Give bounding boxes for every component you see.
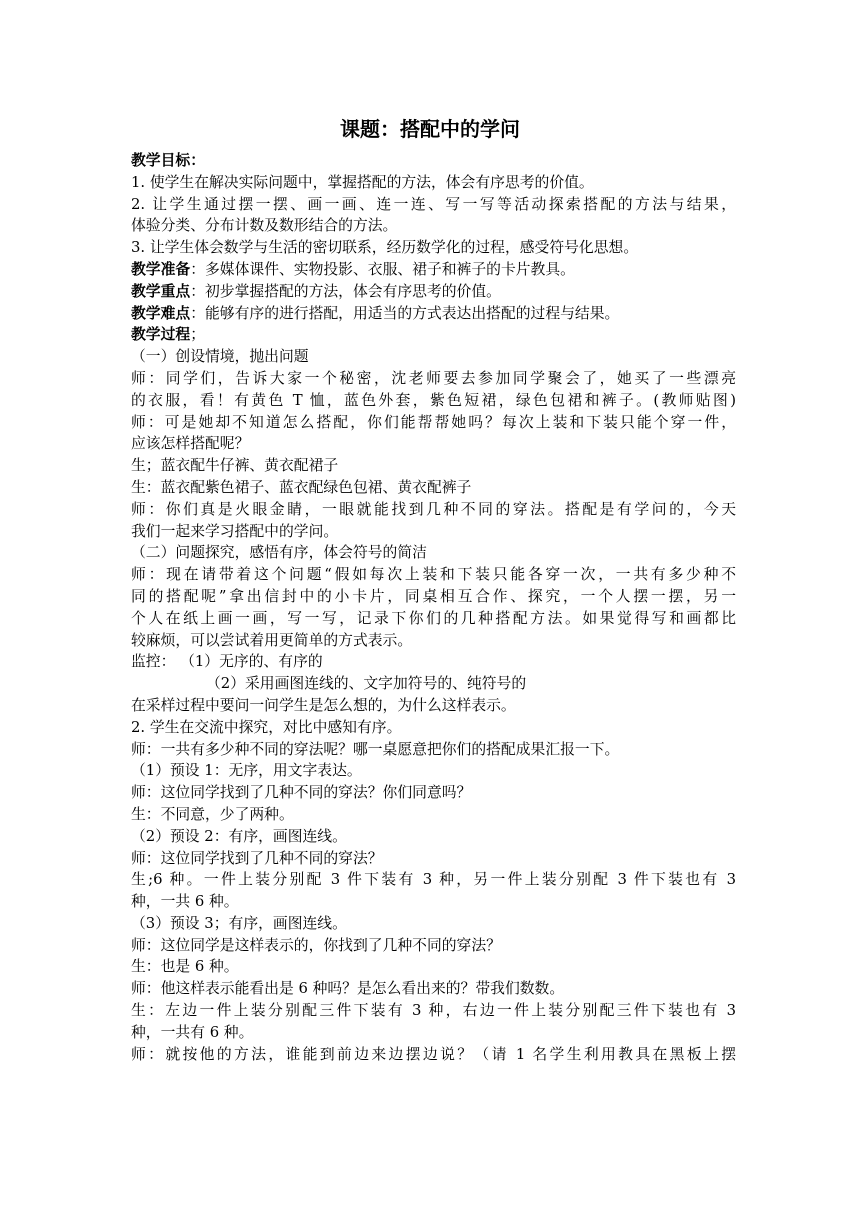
line-text: 生：也是 6 种。 [131, 958, 239, 976]
text-line [131, 935, 736, 957]
line-text: 2. 让学生通过摆一摆、画一画、连一连、写一写等活动探索搭配的方法与结果， [131, 195, 736, 213]
text-line [131, 237, 736, 259]
line-text: 生：不同意，少了两种。 [131, 805, 294, 823]
line-text: 生：左边一件上装分别配三件下装有 3 种，右边一件上装分别配三件下装也有 3 [131, 1002, 736, 1020]
text-line [131, 826, 736, 848]
line-text: 种，一共有 6 种。 [131, 1023, 254, 1041]
text-line [131, 390, 736, 412]
text-line [131, 499, 736, 521]
text-line [131, 412, 736, 434]
line-text: 生：蓝衣配紫色裙子、蓝衣配绿色包裙、黄衣配裤子 [131, 478, 472, 496]
line-text: 2. 学生在交流中探究，对比中感知有序。 [131, 718, 402, 736]
section-heading: 教学难点 [131, 304, 191, 322]
text-line [131, 455, 736, 477]
line-text: （二）问题探究，感悟有序，体会符号的简洁 [131, 544, 427, 562]
line-text: 生；蓝衣配牛仔裤、黄衣配裙子 [131, 457, 339, 475]
line-text: 师：一共有多少种不同的穿法呢？哪一桌愿意把你们的搭配成果汇报一下。 [131, 740, 620, 758]
section-heading: 教学过程 [131, 326, 191, 344]
line-text: 生;6 种。一件上装分别配 3 件下装有 3 种，另一件上装分别配 3 件下装也有 3 [131, 871, 736, 889]
text-line [131, 564, 736, 586]
line-text: ； [190, 326, 206, 344]
text-line [131, 477, 736, 499]
text-line [131, 281, 736, 303]
line-text: 3. 让学生体会数学与生活的密切联系，经历数学化的过程，感受符号化思想。 [131, 239, 639, 257]
text-line [131, 1022, 736, 1044]
section-heading: 教学准备 [131, 260, 191, 278]
line-text: 同的搭配呢”拿出信封中的小卡片，同桌相互合作、探究，一个人摆一摆，另一 [131, 587, 736, 605]
text-line [131, 1000, 736, 1022]
line-text: 师：这位同学找到了几种不同的穿法？ [131, 849, 383, 867]
text-line [131, 172, 736, 194]
text-line [131, 630, 736, 652]
text-line [131, 542, 736, 564]
text-line [131, 433, 736, 455]
section-heading: 教学目标： [131, 152, 205, 169]
text-line [131, 324, 736, 346]
line-text: ：能够有序的进行搭配，用适当的方式表达出搭配的过程与结果。 [190, 304, 620, 322]
text-line [131, 259, 736, 281]
line-text: 师：这位同学是这样表示的，你找到了几种不同的穿法？ [131, 936, 501, 954]
text-line [131, 848, 736, 870]
line-text: （2）预设 2：有序，画图连线。 [131, 827, 347, 845]
text-line [131, 651, 736, 673]
text-line [131, 891, 736, 913]
line-text: 种，一共 6 种。 [131, 893, 239, 911]
text-line [131, 673, 736, 695]
text-line [131, 978, 736, 1000]
line-text: 师：这位同学找到了几种不同的穿法？你们同意吗？ [131, 784, 472, 802]
line-text: 个人在纸上画一画，写一写，记录下你们的几种搭配方法。如果觉得写和画都比 [131, 609, 736, 627]
line-text: 在采样过程中要问一问学生是怎么想的，为什么这样表示。 [131, 696, 516, 714]
section-heading: 教学重点 [131, 282, 191, 300]
line-text: 体验分类、分布计数及数形结合的方法。 [131, 217, 398, 235]
text-line [131, 1044, 736, 1066]
line-text: 师：就按他的方法，谁能到前边来边摆边说？（请 1 名学生利用教具在黑板上摆 [131, 1045, 736, 1063]
text-line [131, 150, 736, 172]
line-text: 师：可是她却不知道怎么搭配，你们能帮帮她吗？每次上装和下装只能个穿一件， [131, 413, 736, 431]
line-text: （1）预设 1：无序，用文字表达。 [131, 762, 362, 780]
text-line [131, 608, 736, 630]
line-text: 师：同学们，告诉大家一个秘密，沈老师要去参加同学聚会了，她买了一些漂亮 [131, 369, 736, 387]
text-line [131, 913, 736, 935]
text-line [131, 346, 736, 368]
text-line [131, 869, 736, 891]
line-text: 1. 使学生在解决实际问题中，掌握搭配的方法，体会有序思考的价值。 [131, 173, 594, 191]
line-text: 师：你们真是火眼金睛，一眼就能找到几种不同的穿法。搭配是有学问的，今天 [131, 500, 736, 518]
text-line [131, 368, 736, 390]
line-text: ：多媒体课件、实物投影、衣服、裙子和裤子的卡片教具。 [190, 260, 575, 278]
line-text: 师：他这样表示能看出是 6 种吗？是怎么看出来的？带我们数数。 [131, 980, 565, 998]
line-text: 监控： （1）无序的、有序的 [131, 653, 323, 671]
text-line [131, 804, 736, 826]
line-text: 应该怎样搭配呢？ [131, 435, 250, 453]
text-line [131, 760, 736, 782]
text-line [131, 303, 736, 325]
document-body [131, 150, 736, 1065]
text-line [131, 739, 736, 761]
line-text: ：初步掌握搭配的方法，体会有序思考的价值。 [190, 282, 501, 300]
line-text: （一）创设情境，抛出问题 [131, 348, 309, 366]
page-title: 课题：搭配中的学问 [340, 117, 520, 141]
line-text: （3）预设 3；有序，画图连线。 [131, 914, 347, 932]
line-text: 师：现在请带着这个问题“假如每次上装和下装只能各穿一次，一共有多少种不 [131, 566, 736, 584]
text-line [131, 586, 736, 608]
text-line [131, 215, 736, 237]
text-line [131, 521, 736, 543]
text-line [131, 717, 736, 739]
text-line [131, 695, 736, 717]
line-text: 的衣服，看！有黄色 T 恤，蓝色外套，紫色短裙，绿色包裙和裤子。(教师贴图) [131, 391, 736, 409]
line-text: 我们一起来学习搭配中的学问。 [131, 522, 339, 540]
text-line [131, 194, 736, 216]
line-text: 较麻烦，可以尝试着用更简单的方式表示。 [131, 631, 413, 649]
text-line [131, 956, 736, 978]
text-line [131, 782, 736, 804]
line-text: （2）采用画图连线的、文字加符号的、纯符号的 [206, 675, 527, 693]
